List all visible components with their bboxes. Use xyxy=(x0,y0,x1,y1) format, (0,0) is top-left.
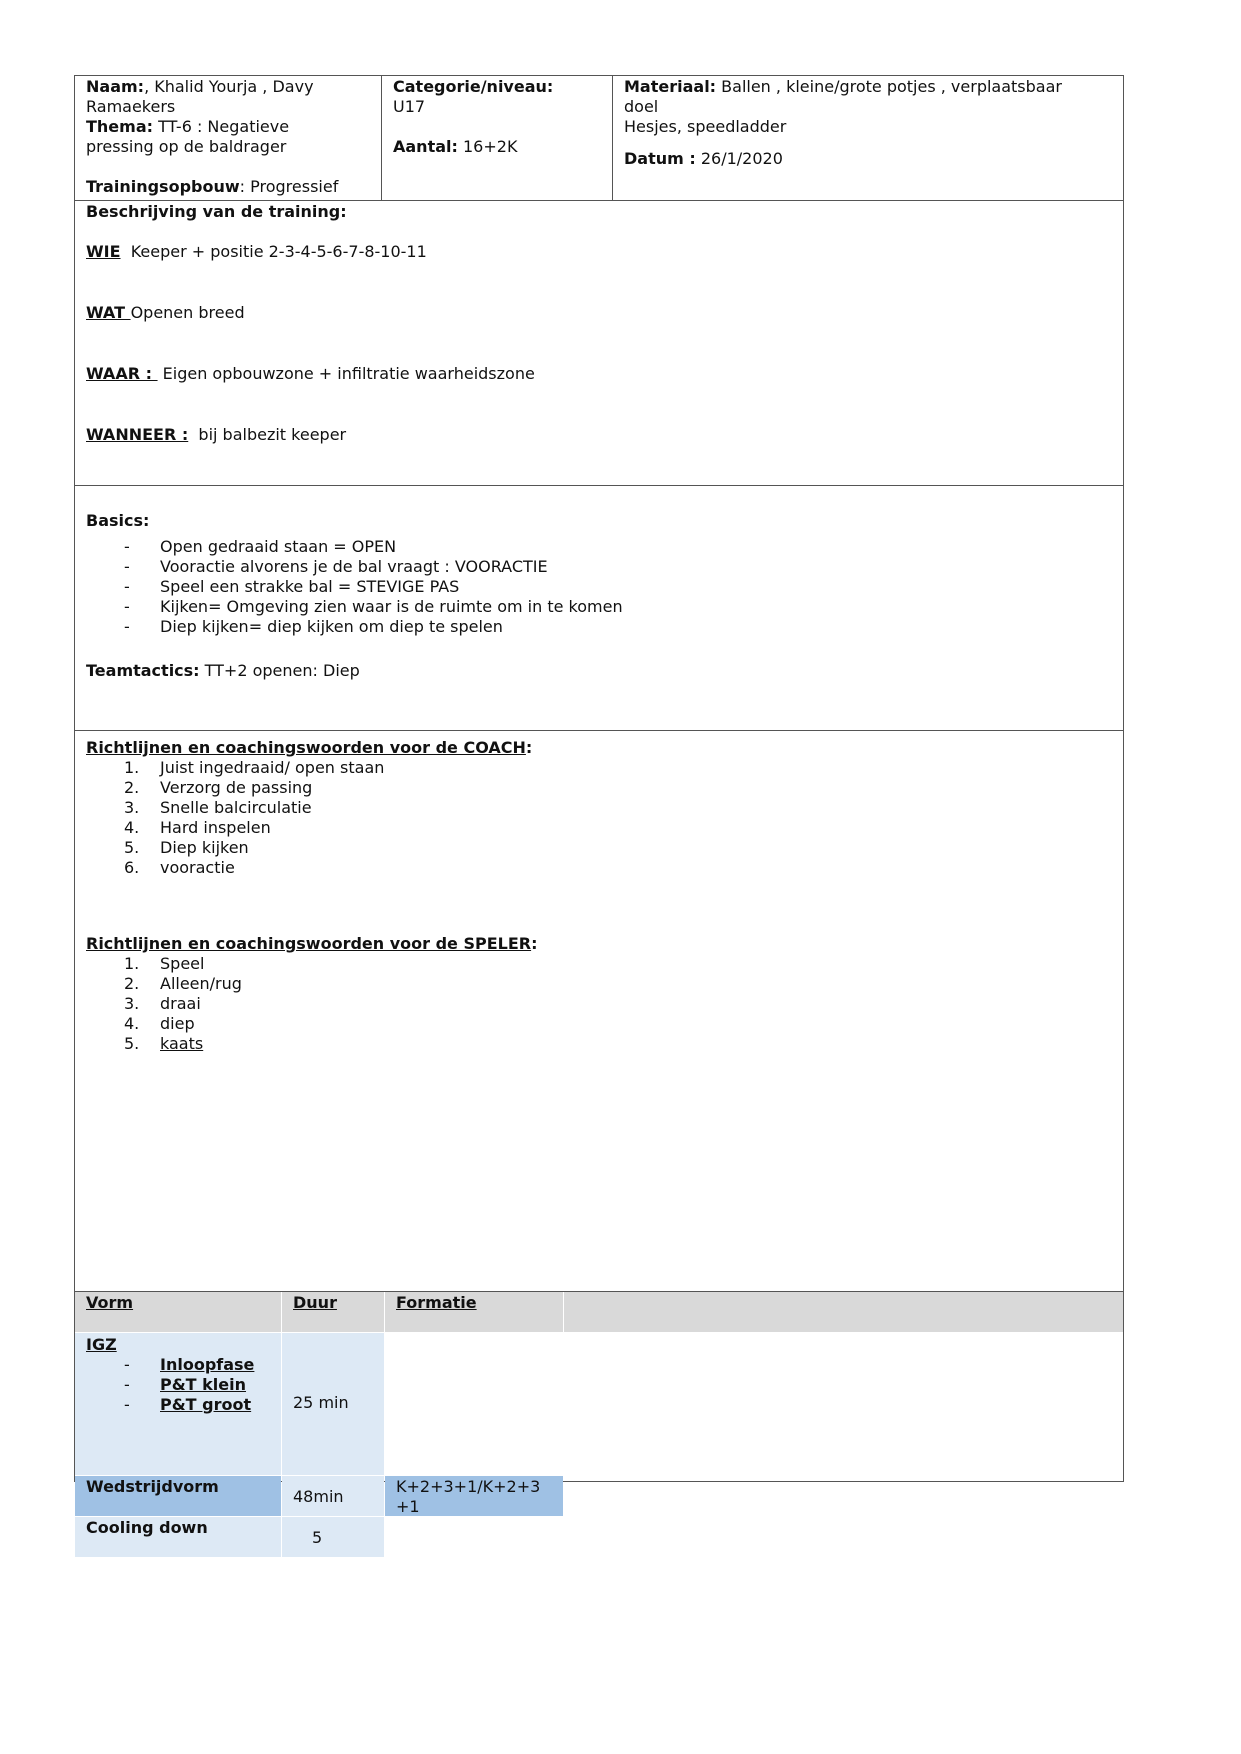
coach-list xyxy=(86,758,1112,878)
list-item: 2. Alleen/rug xyxy=(124,974,242,993)
header-formatie: Formatie xyxy=(396,1293,477,1312)
cooling-duur: 5 xyxy=(282,1517,384,1557)
teamtactics-value: TT+2 openen: Diep xyxy=(199,661,360,680)
list-item: 2. Verzorg de passing xyxy=(124,778,313,797)
list-item: 5. kaats xyxy=(124,1034,204,1053)
materiaal-value-cont: doel xyxy=(624,97,659,116)
teamtactics-label: Teamtactics: xyxy=(86,661,200,680)
wanneer-value: bij balbezit keeper xyxy=(188,425,347,444)
list-item: 4. Hard inspelen xyxy=(124,818,271,837)
datum-value: 26/1/2020 xyxy=(695,149,783,168)
aantal-value: 16+2K xyxy=(457,137,518,156)
list-item: 1. Juist ingedraaid/ open staan xyxy=(124,758,385,777)
header-duur: Duur xyxy=(293,1293,337,1312)
categorie-label: Categorie/niveau: xyxy=(393,77,554,96)
beschrijving-section xyxy=(75,201,1123,485)
basics-list xyxy=(86,537,1112,637)
opbouw-value: : Progressief xyxy=(239,177,339,196)
basics-section xyxy=(75,486,1123,730)
training-form xyxy=(74,75,1124,1547)
naam-value: , Khalid Yourja , Davy xyxy=(144,77,314,96)
opbouw-label: Trainingsopbouw xyxy=(86,177,240,196)
thema-value-cont: pressing op de baldrager xyxy=(86,137,287,156)
wanneer-label: WANNEER : xyxy=(86,425,189,444)
datum-label: Datum : xyxy=(624,149,696,168)
list-item: 4. diep xyxy=(124,1014,195,1033)
speler-title: Richtlijnen en coachingswoorden voor de SPELER xyxy=(86,934,532,953)
list-item: - P&T klein xyxy=(124,1375,247,1394)
speler-list xyxy=(86,954,1112,1054)
aantal-label: Aantal: xyxy=(393,137,458,156)
coaching-section: Richtlijnen en coachingswoorden voor de COACH: 1. Juist ingedraaid/ open staan 2. Verzorg de passing 3. Snelle balcirculatie 4. Hard inspelen 5. Diep kijken 6. vooractie Richtlijnen en coachingswoorden voor de SPELER: 1. Speel 2. Alleen/rug 3. draai 4. diep 5. kaats xyxy=(75,731,1123,1291)
naam-value-cont: Ramaekers xyxy=(86,97,176,116)
wie-label: WIE xyxy=(86,242,121,261)
wedstrijd-formatie: K+2+3+1/K+2+3 +1 xyxy=(385,1476,563,1516)
list-item: - Inloopfase xyxy=(124,1355,255,1374)
coach-title: Richtlijnen en coachingswoorden voor de COACH xyxy=(86,738,526,757)
header-categorie-cell xyxy=(382,76,612,200)
materiaal-label: Materiaal: xyxy=(624,77,717,96)
list-item: 5. Diep kijken xyxy=(124,838,249,857)
categorie-value: U17 xyxy=(393,97,426,116)
igz-duur: 25 min xyxy=(282,1333,384,1475)
list-item: - Kijken= Omgeving zien waar is de ruimte om in te komen xyxy=(124,597,623,616)
wedstrijd-cell: Wedstrijdvorm xyxy=(75,1476,281,1516)
beschrijving-title: Beschrijving van de training: xyxy=(86,202,347,221)
header-naam-cell xyxy=(75,76,381,200)
list-item: - Vooractie alvorens je de bal vraagt : VOORACTIE xyxy=(124,557,548,576)
waar-value: Eigen opbouwzone + infiltratie waarheidszone xyxy=(157,364,535,383)
list-item: - P&T groot xyxy=(124,1395,252,1414)
list-item: - Diep kijken= diep kijken om diep te spelen xyxy=(124,617,503,636)
wat-value: Openen breed xyxy=(130,303,245,322)
igz-cell: IGZ - Inloopfase - P&T klein - P&T groot xyxy=(75,1333,281,1475)
basics-title: Basics: xyxy=(86,511,150,530)
header-vorm: Vorm xyxy=(86,1293,134,1312)
list-item: 3. draai xyxy=(124,994,201,1013)
list-item: - Open gedraaid staan = OPEN xyxy=(124,537,397,556)
wie-value: Keeper + positie 2-3-4-5-6-7-8-10-11 xyxy=(120,242,427,261)
wat-label: WAT xyxy=(86,303,131,322)
wedstrijd-duur: 48min xyxy=(282,1476,384,1516)
thema-label: Thema: xyxy=(86,117,154,136)
cooling-cell: Cooling down xyxy=(75,1517,281,1557)
list-item: 6. vooractie xyxy=(124,858,235,877)
header-materiaal-cell xyxy=(613,76,1123,200)
naam-label: Naam: xyxy=(86,77,145,96)
list-item: 3. Snelle balcirculatie xyxy=(124,798,312,817)
list-item: - Speel een strakke bal = STEVIGE PAS xyxy=(124,577,460,596)
thema-value: TT-6 : Negatieve xyxy=(153,117,290,136)
materiaal-value: Ballen , kleine/grote potjes , verplaatsbaar xyxy=(716,77,1062,96)
waar-label: WAAR : xyxy=(86,364,158,383)
materiaal-value-cont2: Hesjes, speedladder xyxy=(624,117,787,136)
list-item: 1. Speel xyxy=(124,954,205,973)
